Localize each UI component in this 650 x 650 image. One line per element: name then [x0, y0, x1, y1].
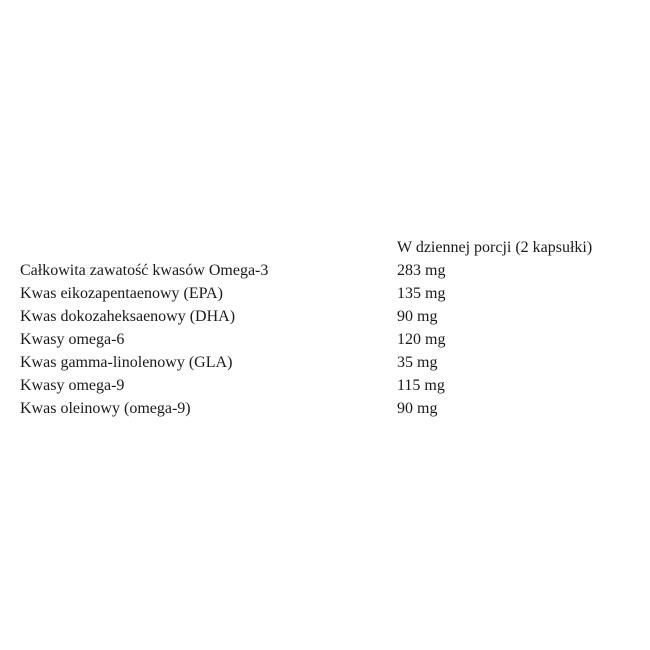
table-row — [20, 259, 637, 282]
row-name-cell: Kwas oleinowy (omega-9) — [20, 400, 191, 417]
table-row — [20, 374, 637, 397]
header-name-cell — [20, 236, 397, 259]
row-value-cell: 120 mg — [397, 331, 446, 348]
row-name-cell: Kwas dokozaheksaenowy (DHA) — [20, 308, 236, 325]
row-name-cell: Kwas gamma-linolenowy (GLA) — [20, 354, 233, 371]
header-value-cell: W dziennej porcji (2 kapsułki) — [397, 239, 593, 256]
row-value-cell: 283 mg — [397, 262, 446, 279]
row-value-cell: 35 mg — [397, 354, 438, 371]
row-value-cell: 135 mg — [397, 285, 446, 302]
nutrition-table — [20, 236, 637, 420]
row-name-cell: Całkowita zawatość kwasów Omega-3 — [20, 262, 269, 279]
row-value-cell: 90 mg — [397, 400, 438, 417]
table-row — [20, 351, 637, 374]
table-row — [20, 397, 637, 420]
row-name-cell: Kwas eikozapentaenowy (EPA) — [20, 285, 223, 302]
row-value-cell: 115 mg — [397, 377, 445, 394]
row-name-cell: Kwasy omega-9 — [20, 377, 125, 394]
table-header-row — [20, 236, 637, 259]
table-row — [20, 328, 637, 351]
table-row — [20, 282, 637, 305]
row-name-cell: Kwasy omega-6 — [20, 331, 125, 348]
table-row — [20, 305, 637, 328]
row-value-cell: 90 mg — [397, 308, 438, 325]
